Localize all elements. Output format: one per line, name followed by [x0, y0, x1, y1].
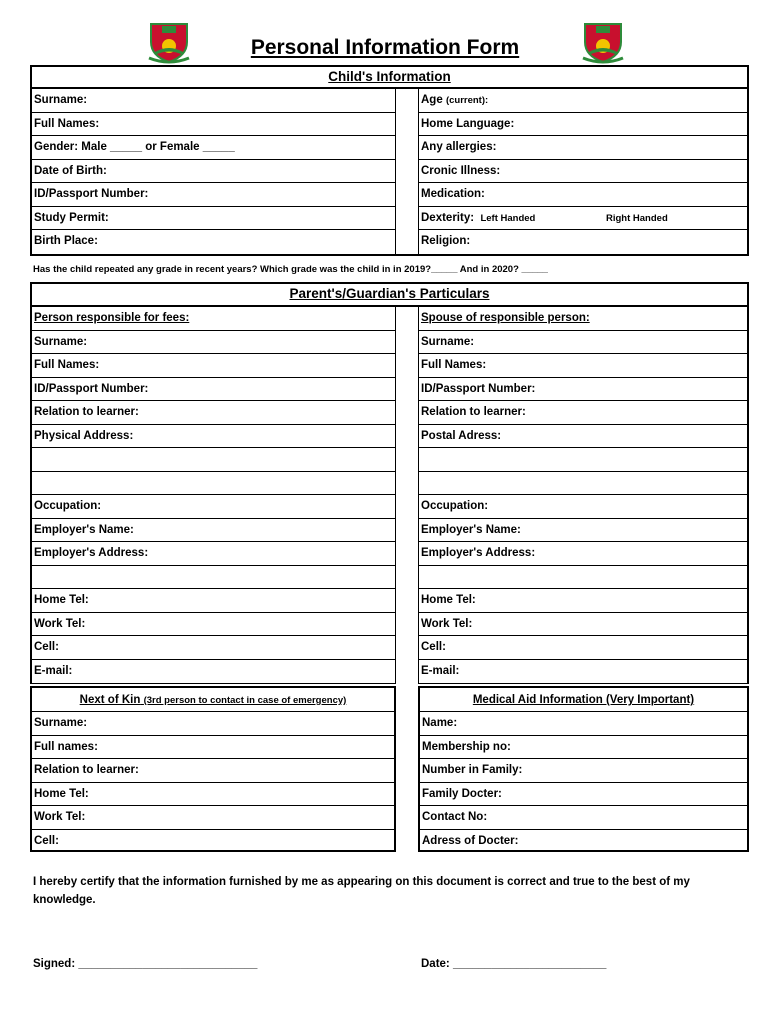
- child-surname-field[interactable]: Surname:: [32, 89, 395, 113]
- dexterity-label: Dexterity:: [421, 211, 475, 224]
- medical-aid-box: [418, 686, 749, 852]
- parent-physical-address-line-2[interactable]: [32, 448, 395, 472]
- repeat-grade-question[interactable]: Has the child repeated any grade in recent years? Which grade was the child in in 2019?_____ And in 2020? _____: [33, 264, 548, 275]
- signature-line[interactable]: Signed: ____________________________: [33, 958, 258, 970]
- next-of-kin-header: [32, 688, 394, 712]
- kin-relation-field[interactable]: Relation to learner:: [32, 759, 394, 783]
- next-of-kin-box: [30, 686, 396, 852]
- kin-home-tel-field[interactable]: Home Tel:: [32, 783, 394, 807]
- parents-header: Parent's/Guardian's Particulars: [289, 286, 490, 301]
- medical-membership-field[interactable]: Membership no:: [420, 736, 747, 760]
- medical-aid-header: Medical Aid Information (Very Important): [420, 688, 747, 712]
- child-dexterity-field[interactable]: [419, 207, 747, 231]
- next-of-kin-note: (3rd person to contact in case of emergency): [143, 695, 347, 706]
- parent-employer-address-line-2[interactable]: [32, 566, 395, 590]
- date-line[interactable]: Date: ________________________: [421, 958, 607, 970]
- spouse-postal-address-line-2[interactable]: [419, 448, 747, 472]
- spouse-employer-address-line-2[interactable]: [419, 566, 747, 590]
- medical-doctor-address-field[interactable]: Adress of Docter:: [422, 834, 519, 847]
- medical-contact-field[interactable]: Contact No:: [420, 806, 747, 830]
- kin-surname-field[interactable]: Surname:: [32, 712, 394, 736]
- spouse-cell-field[interactable]: Cell:: [419, 636, 747, 660]
- child-age-field[interactable]: [419, 89, 747, 113]
- parent-work-tel-field[interactable]: Work Tel:: [32, 613, 395, 637]
- form-title: Personal Information Form: [250, 36, 520, 59]
- child-full-names-field[interactable]: Full Names:: [32, 113, 395, 137]
- parent-occupation-field[interactable]: Occupation:: [32, 495, 395, 519]
- medical-family-doctor-field[interactable]: Family Docter:: [420, 783, 747, 807]
- age-note: (current):: [445, 95, 489, 106]
- spouse-occupation-field[interactable]: Occupation:: [419, 495, 747, 519]
- child-allergies-field[interactable]: Any allergies:: [419, 136, 747, 160]
- child-study-permit-field[interactable]: Study Permit:: [32, 207, 395, 231]
- kin-cell-field[interactable]: Cell:: [34, 834, 59, 847]
- parent-home-tel-field[interactable]: Home Tel:: [32, 589, 395, 613]
- parent-full-names-field[interactable]: Full Names:: [32, 354, 395, 378]
- parent-employer-address-field[interactable]: Employer's Address:: [32, 542, 395, 566]
- spouse-relation-field[interactable]: Relation to learner:: [419, 401, 747, 425]
- child-left-column: [30, 89, 396, 254]
- child-right-column: [418, 89, 749, 254]
- next-of-kin-title: Next of Kin: [79, 694, 141, 706]
- child-gender-field[interactable]: Gender: Male _____ or Female _____: [32, 136, 395, 160]
- age-label: Age: [421, 94, 443, 106]
- medical-family-number-field[interactable]: Number in Family:: [420, 759, 747, 783]
- child-home-language-field[interactable]: Home Language:: [419, 113, 747, 137]
- child-info-header: Child's Information: [328, 69, 451, 84]
- medical-name-field[interactable]: Name:: [420, 712, 747, 736]
- spouse-heading: Spouse of responsible person:: [419, 307, 747, 331]
- child-dob-field[interactable]: Date of Birth:: [32, 160, 395, 184]
- spouse-work-tel-field[interactable]: Work Tel:: [419, 613, 747, 637]
- spouse-employer-address-field[interactable]: Employer's Address:: [419, 542, 747, 566]
- kin-work-tel-field[interactable]: Work Tel:: [32, 806, 394, 830]
- parent-surname-field[interactable]: Surname:: [32, 331, 395, 355]
- spouse-postal-address-field[interactable]: Postal Adress:: [419, 425, 747, 449]
- parent-email-field[interactable]: E-mail:: [34, 664, 73, 677]
- parent-cell-field[interactable]: Cell:: [32, 636, 395, 660]
- spouse-id-field[interactable]: ID/Passport Number:: [419, 378, 747, 402]
- certification-statement: I hereby certify that the information furnished by me as appearing on this document is correct and true to the best of my knowledge.: [33, 876, 690, 906]
- child-birth-place-field[interactable]: Birth Place:: [34, 235, 98, 247]
- spouse-employer-name-field[interactable]: Employer's Name:: [419, 519, 747, 543]
- child-medication-field[interactable]: Medication:: [419, 183, 747, 207]
- child-id-field[interactable]: ID/Passport Number:: [32, 183, 395, 207]
- parent-left-column: [30, 307, 396, 684]
- spouse-full-names-field[interactable]: Full Names:: [419, 354, 747, 378]
- child-religion-field[interactable]: Religion:: [421, 235, 471, 247]
- parent-id-field[interactable]: ID/Passport Number:: [32, 378, 395, 402]
- parent-physical-address-field[interactable]: Physical Address:: [32, 425, 395, 449]
- spouse-postal-address-line-3[interactable]: [419, 472, 747, 496]
- spouse-surname-field[interactable]: Surname:: [419, 331, 747, 355]
- spouse-email-field[interactable]: E-mail:: [421, 664, 460, 677]
- child-illness-field[interactable]: Cronic Illness:: [419, 160, 747, 184]
- right-handed-option[interactable]: Right Handed: [606, 212, 668, 224]
- left-handed-option[interactable]: Left Handed: [480, 212, 536, 224]
- parent-relation-field[interactable]: Relation to learner:: [32, 401, 395, 425]
- spouse-home-tel-field[interactable]: Home Tel:: [419, 589, 747, 613]
- parent-physical-address-line-3[interactable]: [32, 472, 395, 496]
- fees-person-heading: Person responsible for fees:: [32, 307, 395, 331]
- spouse-right-column: [418, 307, 749, 684]
- kin-full-names-field[interactable]: Full names:: [32, 736, 394, 760]
- parent-employer-name-field[interactable]: Employer's Name:: [32, 519, 395, 543]
- child-info-bottom-border: [30, 254, 749, 256]
